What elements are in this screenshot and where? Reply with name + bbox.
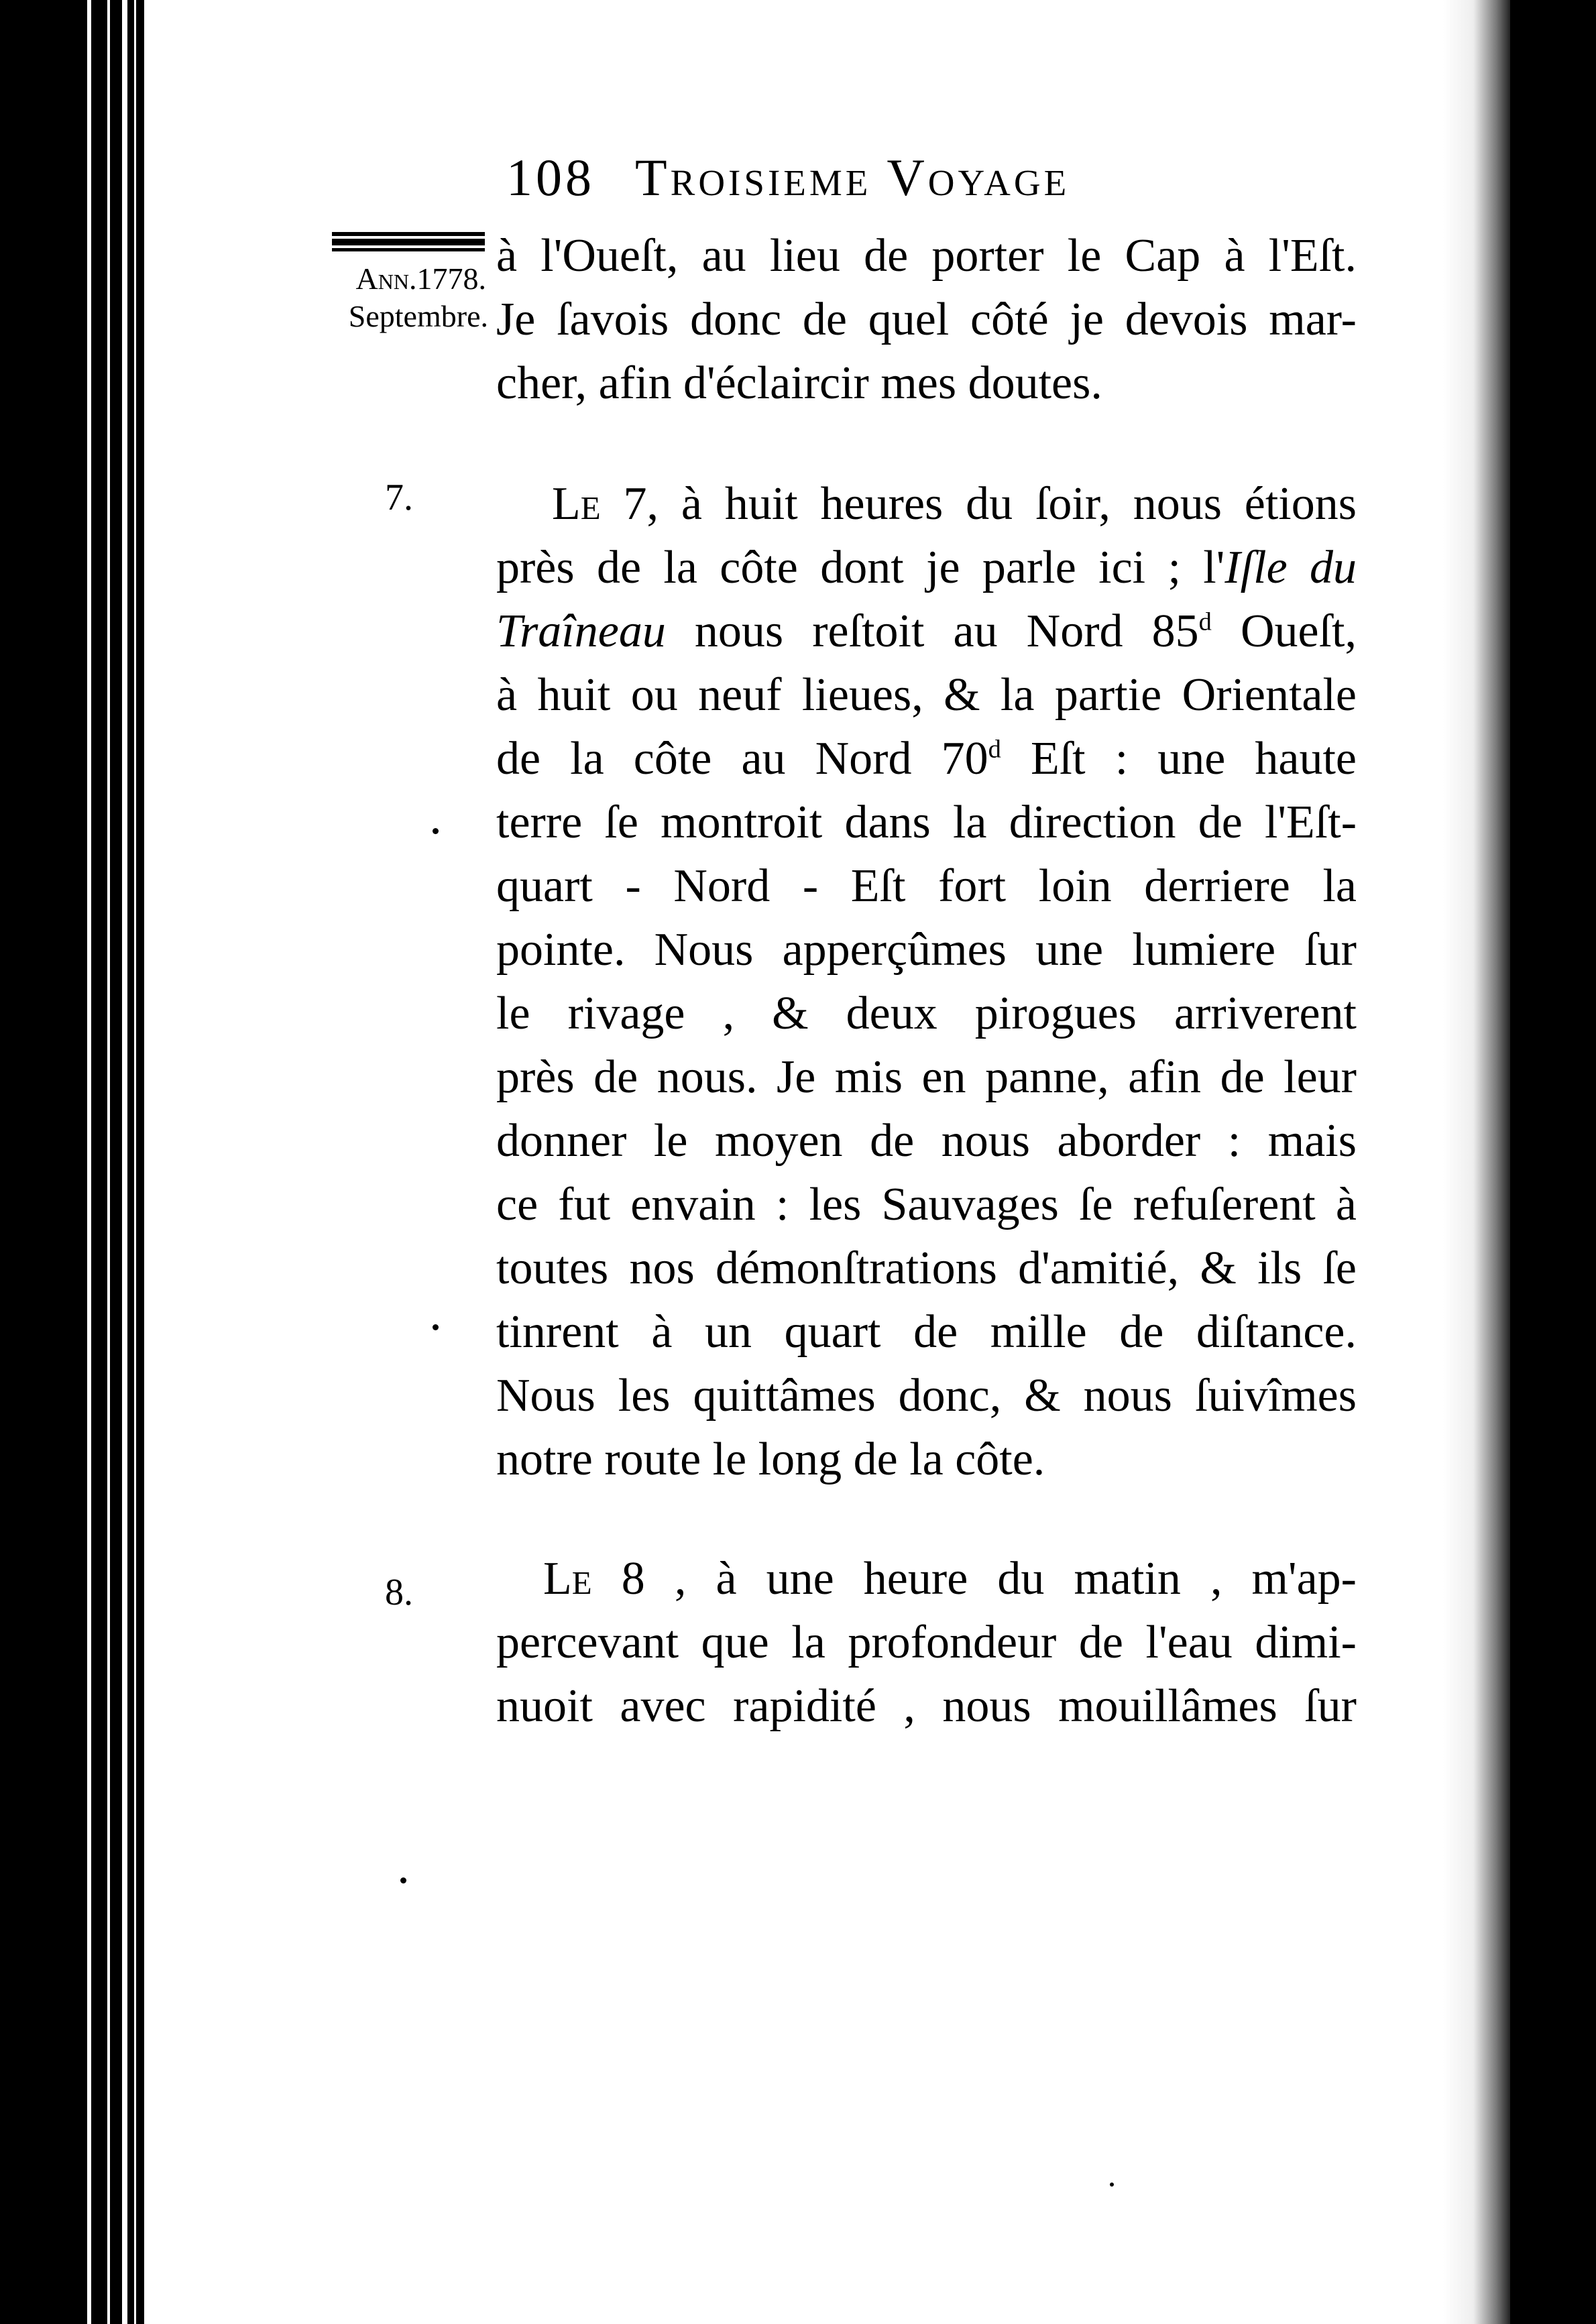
margin-year: Ann.1778. <box>355 262 486 296</box>
text-line: Je ſavois donc de quel côté je devois mar- <box>496 294 1357 345</box>
paragraph-2-line-3: Traîneau nous reſtoit au Nord 85$^d$ Oueſt, <box>496 605 1357 657</box>
scan-speck <box>433 828 439 834</box>
text-line: le rivage , & deux pirogues arriverent <box>496 988 1357 1039</box>
margin-day-8: 8. <box>385 1572 413 1613</box>
text-line: tinrent à un quart de mille de diſtance. <box>496 1306 1357 1358</box>
place-name-italic: Iſle du <box>1224 542 1357 593</box>
text-line: cher, afin d'éclaircir mes doutes. <box>496 357 1102 409</box>
text-line: ce fut envain : les Sauvages ſe refuſerent à <box>496 1179 1357 1230</box>
right-page-edge <box>1443 0 1510 2324</box>
text-line: notre route le long de la côte. <box>496 1434 1045 1485</box>
paragraph-lead: Le <box>543 1553 592 1605</box>
text-line: nuoit avec rapidité , nous mouillâmes ſur <box>496 1680 1357 1732</box>
scan-speck <box>1110 2183 1114 2187</box>
text-line: percevant que la profondeur de l'eau dimi- <box>496 1617 1357 1668</box>
text-line: toutes nos démonſtrations d'amitié, & ils ſe <box>496 1242 1357 1294</box>
text-line: à l'Oueſt, au lieu de porter le Cap à l'Eſt. <box>496 230 1357 282</box>
text-line: quart - Nord - Eſt fort loin derriere la <box>496 860 1357 912</box>
paragraph-lead: Le <box>552 478 601 530</box>
paragraph-2-line-1: Le 7, à huit heures du ſoir, nous étions <box>552 478 1357 530</box>
place-name-italic: Traîneau <box>496 605 666 657</box>
text-line: Nous les quittâmes donc, & nous ſuivîmes <box>496 1370 1357 1421</box>
margin-rule <box>332 232 485 252</box>
text-line: donner le moyen de nous aborder : mais <box>496 1115 1357 1167</box>
scan-speck <box>400 1877 406 1883</box>
text-line: près de nous. Je mis en panne, afin de leur <box>496 1051 1357 1103</box>
text-line: pointe. Nous apperçûmes une lumiere ſur <box>496 924 1357 976</box>
margin-day-7: 7. <box>385 477 413 518</box>
margin-month: Septembre. <box>348 299 488 333</box>
text-line: à huit ou neuf lieues, & la partie Orientale <box>496 669 1357 721</box>
paragraph-2-line-2: près de la côte dont je parle ici ; l'Iſle du <box>496 542 1357 593</box>
left-scan-margin <box>0 0 144 2324</box>
text-line: terre ſe montroit dans la direction de l'Eſt- <box>496 797 1357 848</box>
paragraph-2-line-5: de la côte au Nord 70$^d$ Eſt : une haute <box>496 733 1357 785</box>
right-scan-margin <box>1510 0 1596 2324</box>
scan-speck <box>433 1324 439 1330</box>
running-title: Troisieme Voyage <box>635 148 1070 207</box>
page-number: 108 <box>506 148 595 207</box>
page-header <box>506 148 1070 208</box>
paragraph-3-line-1: Le 8 , à une heure du matin , m'ap- <box>543 1553 1357 1605</box>
